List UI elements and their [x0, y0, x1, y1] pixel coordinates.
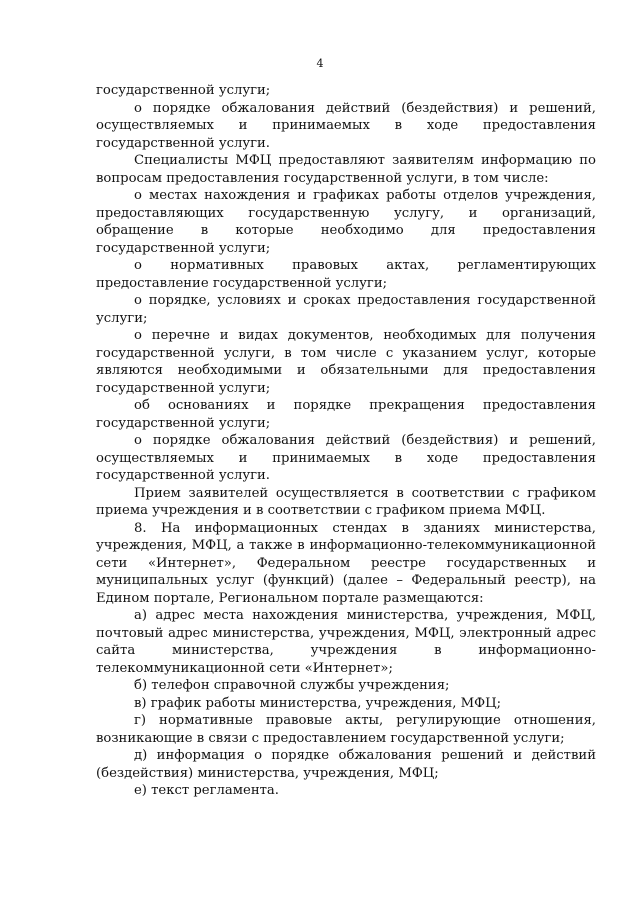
- paragraph-procedure-terms: о порядке, условиях и сроках предоставления государственной услуги;: [96, 293, 596, 326]
- list-item-v: в) график работы министерства, учреждения, МФЦ;: [134, 695, 502, 711]
- list-item-d: д) информация о порядке обжалования решений и действий (бездействия) министерства, учреждения, МФЦ;: [96, 748, 596, 781]
- paragraph-appeal-procedure: о порядке обжалования действий (бездействия) и решений, осуществляемых и принимаемых в ходе предоставления государственной услуги.: [96, 100, 596, 151]
- paragraph-mfc-specialists: Специалисты МФЦ предоставляют заявителям информацию по вопросам предоставления государственной услуги, в том числе:: [96, 153, 596, 186]
- list-item-e: е) текст регламента.: [134, 783, 279, 798]
- paragraph-legal-acts: о нормативных правовых актах, регламентирующих предоставление государственной услуги;: [96, 258, 596, 291]
- paragraph-continuation: государственной услуги;: [96, 83, 271, 98]
- list-item-b: б) телефон справочной службы учреждения;: [134, 678, 450, 693]
- page-number: 4: [316, 57, 324, 70]
- list-item-g: г) нормативные правовые акты, регулирующие отношения, возникающие в связи с предоставлением государственной услуги;: [96, 713, 596, 746]
- paragraph-locations-schedules: о местах нахождения и графиках работы отделов учреждения, предоставляющих государственную услугу, и организаций, обращение в которые необходимо для предоставления государственной услуги;: [96, 188, 596, 256]
- paragraph-reception-schedule: Прием заявителей осуществляется в соответствии с графиком приема учреждения и в соответствии с графиком приема МФЦ.: [96, 485, 596, 518]
- paragraph-appeal-procedure-2: о порядке обжалования действий (бездействия) и решений, осуществляемых и принимаемых в ходе предоставления государственной услуги.: [96, 433, 596, 483]
- list-item-a: а) адрес места нахождения министерства, учреждения, МФЦ, почтовый адрес министерства, учреждения, МФЦ, электронный адрес сайта министерства, учреждения в информационно-телекоммуникационной сети «Интернет»;: [96, 608, 596, 676]
- paragraph-termination-grounds: об основаниях и порядке прекращения предоставления государственной услуги;: [96, 398, 596, 431]
- document-body: [96, 82, 596, 800]
- paragraph-section-8: 8. На информационных стендах в зданиях министерства, учреждения, МФЦ, а также в информационно-телекоммуникационной сети «Интернет», Федеральном реестре государственных и муниципальных услуг (функций) (далее – Федеральный реестр), на Едином портале, Региональном портале размещаются:: [96, 520, 596, 606]
- paragraph-documents-list: о перечне и видах документов, необходимых для получения государственной услуги, в том числе с указанием услуг, которые являются необходимыми и обязательными для предоставления государственной услуги;: [96, 328, 596, 396]
